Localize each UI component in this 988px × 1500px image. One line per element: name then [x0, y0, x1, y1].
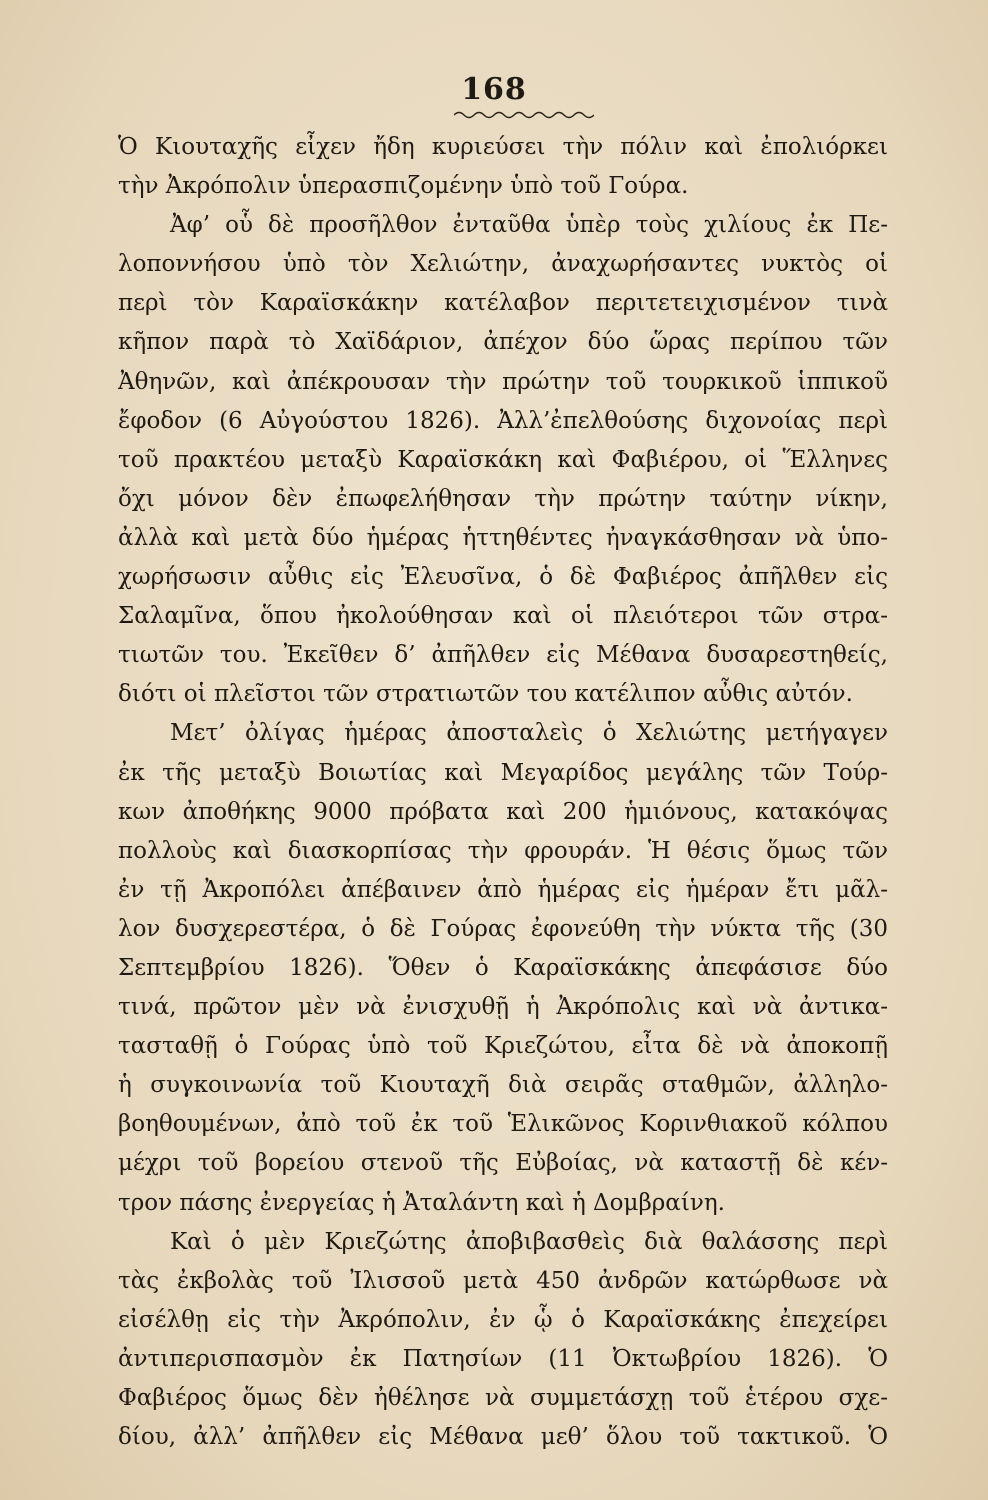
text-line: Ἀθηνῶν, καὶ ἀπέκρουσαν τὴν πρώτην τοῦ τουρκικοῦ ἱππικοῦ — [118, 368, 888, 395]
text-line: διότι οἱ πλεῖστοι τῶν στρατιωτῶν του κατέλιπον αὖθις αὐτόν. — [118, 681, 853, 708]
text-line: μέχρι τοῦ βορείου στενοῦ τῆς Εὐβοίας, νὰ καταστῇ δὲ κέν- — [118, 1150, 888, 1177]
text-line: δίου, ἀλλ’ ἀπῆλθεν εἰς Μέθανα μεθ’ ὅλου τοῦ τακτικοῦ. Ὁ — [118, 1424, 888, 1451]
text-line: τασταθῇ ὁ Γούρας ὑπὸ τοῦ Κριεζώτου, εἶτα δὲ νὰ ἀποκοπῇ — [118, 1033, 888, 1060]
text-line: Σεπτεμβρίου 1826). Ὅθεν ὁ Καραϊσκάκης ἀπεφάσισε δύο — [118, 954, 888, 981]
text-line: ὄχι μόνον δὲν ἐπωφελήθησαν τὴν πρώτην ταύτην νίκην, — [118, 485, 888, 512]
text-line: ἡ συγκοινωνία τοῦ Κιουταχῆ διὰ σειρᾶς σταθμῶν, ἀλληλο- — [118, 1072, 888, 1099]
text-line: Καὶ ὁ μὲν Κριεζώτης ἀποβιβασθεὶς διὰ θαλάσσης περὶ — [170, 1228, 888, 1255]
text-line: χωρήσωσιν αὖθις εἰς Ἐλευσῖνα, ὁ δὲ Φαβιέρος ἀπῆλθεν εἰς — [118, 564, 888, 591]
text-line: ἀλλὰ καὶ μετὰ δύο ἡμέρας ἡττηθέντες ἠναγκάσθησαν νὰ ὑπο- — [118, 524, 888, 551]
wavy-rule-ornament — [454, 108, 594, 122]
text-line: τὴν Ἀκρόπολιν ὑπερασπιζομένην ὑπὸ τοῦ Γούρα. — [118, 173, 689, 200]
text-line: βοηθουμένων, ἀπὸ τοῦ ἐκ τοῦ Ἑλικῶνος Κορινθιακοῦ κόλπου — [118, 1111, 888, 1138]
text-line: ἐν τῇ Ἀκροπόλει ἀπέβαινεν ἀπὸ ἡμέρας εἰς ἡμέραν ἔτι μᾶλ- — [118, 876, 888, 903]
text-line: λοποννήσου ὑπὸ τὸν Χελιώτην, ἀναχωρήσαντες νυκτὸς οἱ — [118, 251, 888, 278]
body-text — [118, 128, 888, 1457]
text-line: τρον πάσης ἐνεργείας ἡ Ἀταλάντη καὶ ἡ Δομβραίνη. — [118, 1189, 725, 1216]
text-line: τιωτῶν του. Ἐκεῖθεν δ’ ἀπῆλθεν εἰς Μέθανα δυσαρεστηθείς, — [118, 642, 888, 669]
text-line: Φαβιέρος ὅμως δὲν ἠθέλησε νὰ συμμετάσχῃ τοῦ ἑτέρου σχε- — [118, 1385, 888, 1411]
text-line: ἀντιπερισπασμὸν ἐκ Πατησίων (11 Ὀκτωβρίου 1826). Ὁ — [118, 1345, 888, 1372]
text-line: Μετ’ ὀλίγας ἡμέρας ἀποσταλεὶς ὁ Χελιώτης μετήγαγεν — [170, 720, 888, 747]
text-line: περὶ τὸν Καραϊσκάκην κατέλαβον περιτετειχισμένον τινὰ — [118, 290, 888, 317]
text-line: Ἀφ’ οὗ δὲ προσῆλθον ἐνταῦθα ὑπὲρ τοὺς χιλίους ἐκ Πε- — [170, 212, 888, 239]
text-line: τινά, πρῶτον μὲν νὰ ἐνισχυθῇ ἡ Ἀκρόπολις καὶ νὰ ἀντικα- — [118, 994, 888, 1021]
text-line: Ὁ Κιουταχῆς εἶχεν ἤδη κυριεύσει τὴν πόλιν καὶ ἐπολιόρκει — [118, 134, 888, 160]
text-line: τὰς ἐκβολὰς τοῦ Ἰλισσοῦ μετὰ 450 ἀνδρῶν κατώρθωσε νὰ — [118, 1267, 888, 1294]
text-line: ἐκ τῆς μεταξὺ Βοιωτίας καὶ Μεγαρίδος μεγάλης τῶν Τούρ- — [118, 759, 888, 786]
text-line: εἰσέλθῃ εἰς τὴν Ἀκρόπολιν, ἐν ᾧ ὁ Καραϊσκάκης ἐπεχείρει — [118, 1306, 888, 1333]
text-line: τοῦ πρακτέου μεταξὺ Καραϊσκάκη καὶ Φαβιέρου, οἱ Ἕλληνες — [118, 446, 888, 473]
text-line: ἔφοδον (6 Αὐγούστου 1826). Ἀλλ’ἐπελθούσης διχονοίας περὶ — [118, 407, 888, 434]
text-line: κων ἀποθήκης 9000 πρόβατα καὶ 200 ἡμιόνους, κατακόψας — [118, 798, 888, 825]
text-line: Σαλαμῖνα, ὅπου ἠκολούθησαν καὶ οἱ πλειότεροι τῶν στρα- — [118, 603, 888, 630]
text-line: λον δυσχερεστέρα, ὁ δὲ Γούρας ἐφονεύθη τὴν νύκτα τῆς (30 — [118, 915, 888, 942]
page-number: 168 — [461, 72, 527, 107]
text-line: κῆπον παρὰ τὸ Χαϊδάριον, ἀπέχον δύο ὥρας περίπου τῶν — [118, 329, 888, 356]
text-line: πολλοὺς καὶ διασκορπίσας τὴν φρουράν. Ἡ θέσις ὅμως τῶν — [118, 837, 888, 864]
